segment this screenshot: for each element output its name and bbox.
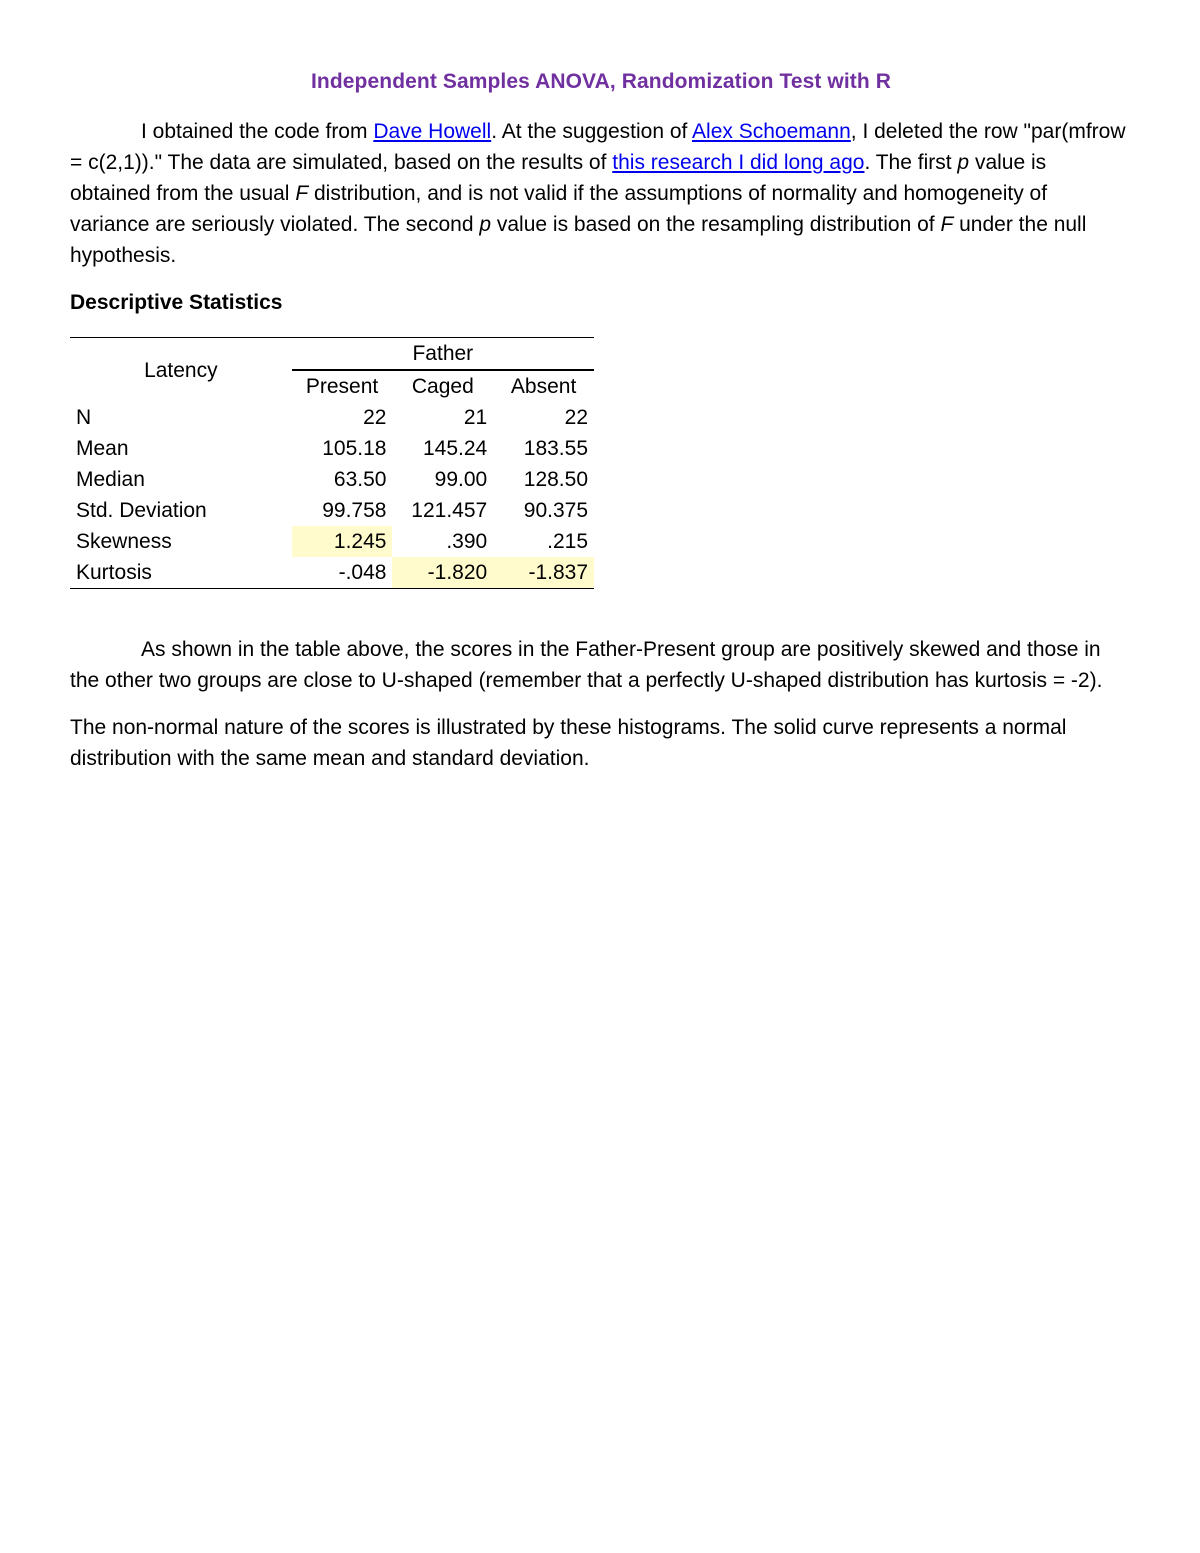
intro-text: distribution, and is not valid if the assumptions of normality and homogeneity of variance are seriously violated. The second [70,182,1048,236]
row-label: Kurtosis [70,557,292,589]
section-heading: Descriptive Statistics [70,291,283,314]
corner-label: Latency [70,338,292,403]
italic-f: F [940,213,954,236]
row-label: Skewness [76,530,172,553]
table-cell: .390 [446,530,488,553]
table-cell: 99.758 [322,499,387,522]
table-cell: 99.00 [434,468,488,491]
intro-text: . The first [864,151,958,174]
table-cell: .215 [547,530,588,553]
intro-text: . At the suggestion of [491,120,693,143]
intro-paragraph [70,116,1132,271]
alex-schoemann-link[interactable]: Alex Schoemann [692,120,851,143]
table-cell-highlighted: -1.837 [493,557,594,589]
table-cell: 90.375 [523,499,588,522]
table-cell: 128.50 [523,468,588,491]
table-cell: 121.457 [411,499,488,522]
table-cell: 22 [564,406,588,429]
column-header: Present [305,375,379,398]
table-header-row [70,338,594,371]
table-row [70,495,594,526]
table-row [70,402,594,433]
table-row [70,464,594,495]
table-cell: 183.55 [523,437,588,460]
document-title: Independent Samples ANOVA, Randomization Test with R [310,70,892,93]
intro-text: value is obtained from the usual [70,151,1047,205]
table-row [70,557,594,589]
intro-text: value is based on the resampling distribution of [491,213,941,236]
skewness-paragraph: As shown in the table above, the scores in the Father-Present group are positively skewed and those in the other two groups are close to U-shaped (remember that a perfectly U-shaped distribution has kurtosis = -2). [70,638,1103,692]
research-link[interactable]: this research I did long ago [612,151,865,174]
table-cell: 21 [463,406,488,429]
italic-p: p [479,213,492,236]
row-label: Median [76,468,145,491]
descriptive-statistics-table [70,337,594,589]
column-header: Caged [411,375,474,398]
table-row [70,433,594,464]
histogram-paragraph: The non-normal nature of the scores is illustrated by these histograms. The solid curve represents a normal distribution with the same mean and standard deviation. [70,716,1067,770]
table-row [70,526,594,557]
dave-howell-link[interactable]: Dave Howell [373,120,492,143]
document-page [70,70,1132,774]
intro-text: , I deleted the row "par(mfrow = c(2,1))." The data are simulated, based on the results of [70,120,1126,174]
table-cell: 22 [363,406,387,429]
spacer [70,589,1132,634]
table-cell: 145.24 [422,437,488,460]
italic-f: F [295,182,309,205]
italic-p: p [957,151,970,174]
table-cell: -.048 [292,557,393,589]
intro-text: under the null hypothesis. [70,213,1087,267]
row-label: Std. Deviation [76,499,207,522]
intro-text: I obtained the code from [141,120,374,143]
row-label: Mean [76,437,129,460]
column-header: Absent [510,375,577,398]
group-label: Father [292,338,594,371]
table-cell: 105.18 [322,437,387,460]
table-cell-highlighted: 1.245 [292,526,393,557]
table-cell: 63.50 [333,468,387,491]
table-cell-highlighted: -1.820 [392,557,493,589]
row-label: N [76,406,92,429]
